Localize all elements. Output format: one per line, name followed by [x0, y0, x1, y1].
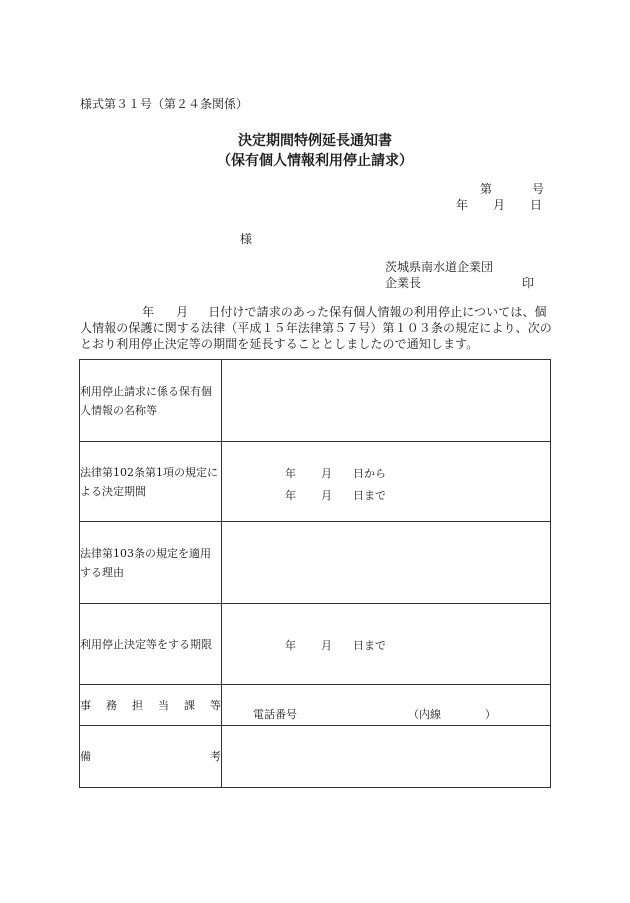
document-number-prefix: 第	[480, 182, 493, 196]
department-label: 事 務 担 当 課 等	[80, 685, 222, 726]
sender-position: 企業長	[385, 276, 422, 290]
body-month-label: 月	[176, 305, 189, 319]
reason-label: 法律第103条の規定を適用する理由	[80, 522, 222, 604]
period-from-line: 年 月 日から	[285, 467, 386, 480]
date-month-label: 月	[493, 198, 506, 212]
table-row	[80, 726, 551, 788]
addressee-suffix: 様	[240, 232, 253, 246]
table-row	[80, 604, 551, 685]
remarks-field[interactable]	[222, 726, 551, 788]
deadline-line: 年 月 日まで	[285, 639, 386, 652]
reason-field[interactable]	[222, 522, 551, 604]
extension-details-table	[79, 359, 551, 788]
seal-mark: 印	[522, 276, 535, 290]
period-to-line: 年 月 日まで	[285, 489, 386, 502]
decision-period-field[interactable]	[222, 442, 551, 522]
table-row	[80, 522, 551, 604]
sender-organization: 茨城県南水道企業団	[385, 260, 494, 274]
document-subtitle: （保有個人情報利用停止請求）	[217, 153, 413, 169]
form-number: 様式第３１号（第２４条関係）	[80, 97, 249, 111]
document-number-suffix: 号	[532, 182, 545, 196]
decision-period-label: 法律第102条第1項の規定による決定期間	[80, 442, 222, 522]
notice-body	[80, 304, 554, 352]
table-row	[80, 685, 551, 726]
extension-label: （内線 ）	[408, 708, 496, 721]
department-field[interactable]	[222, 685, 551, 726]
date-year-label: 年	[456, 198, 469, 212]
deadline-label: 利用停止決定等をする期限	[80, 604, 222, 685]
body-year-label: 年	[142, 305, 155, 319]
deadline-field[interactable]	[222, 604, 551, 685]
document-title: 決定期間特例延長通知書	[238, 133, 392, 149]
date-day-label: 日	[530, 198, 543, 212]
table-row	[80, 442, 551, 522]
phone-number-label: 電話番号	[253, 708, 297, 721]
info-name-field[interactable]	[222, 360, 551, 442]
info-name-label: 利用停止請求に係る保有個人情報の名称等	[80, 360, 222, 442]
table-row	[80, 360, 551, 442]
remarks-label: 備 考	[80, 726, 222, 788]
body-text: 日付けで請求のあった保有個人情報の利用停止については、個人情報の保護に関する法律（平成１５年法律第５７号）第１０３条の規定により、次のとおり利用停止決定等の期間を延長することとしましたので通知します。	[80, 305, 552, 351]
